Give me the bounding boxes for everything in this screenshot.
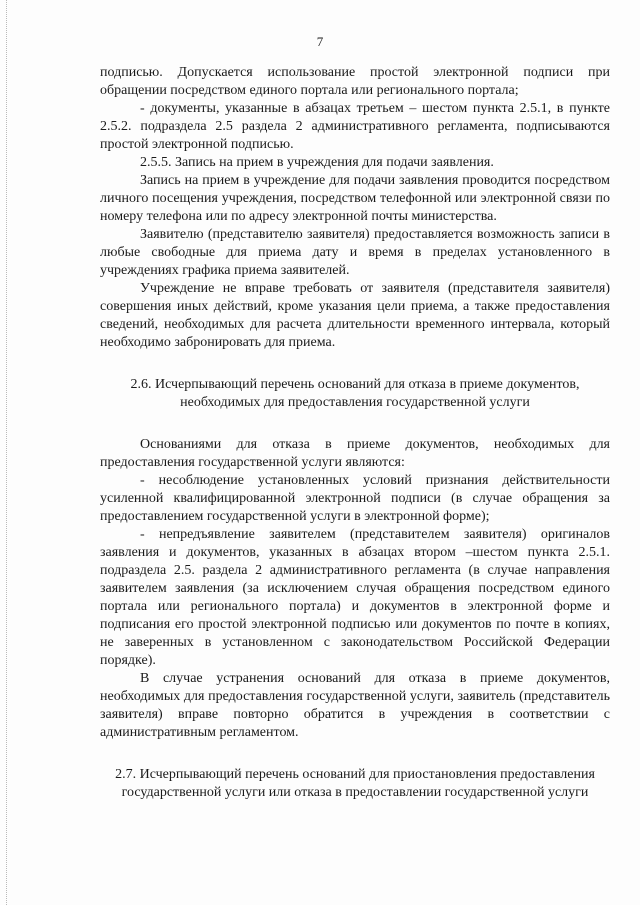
section-item-2-5-5: 2.5.5. Запись на прием в учреждения для подачи заявления. <box>140 155 494 170</box>
list-item: - документы, указанные в абзацах третьем – шестом пункта 2.5.1, в пункте 2.5.2. подраздела 2.5 раздела 2 административного регламента, подписываются простой электронной подписью. <box>100 101 610 152</box>
paragraph: Основаниями для отказа в приеме документов, необходимых для предоставления государственной услуги являются: <box>100 437 610 470</box>
document-body <box>100 64 610 802</box>
section-heading-2-7: 2.7. Исчерпывающий перечень оснований для приостановления предоставления государственной услуги или отказа в предоставлении государственной услуги <box>115 767 595 800</box>
paragraph: Учреждение не вправе требовать от заявителя (представителя заявителя) совершения иных действий, кроме указания цели приема, а также предоставления сведений, необходимых для расчета длительности временного интервала, который необходимо забронировать для приема. <box>100 281 610 350</box>
paragraph: подписью. Допускается использование простой электронной подписи при обращении посредством единого портала или регионального портала; <box>100 65 610 98</box>
list-item: - непредъявление заявителем (представителем заявителя) оригиналов заявления и документов, указанных в абзацах втором –шестом пункта 2.5.1. подраздела 2.5. раздела 2 административного регламента (в случае направления заявителем заявления (за исключением случая обращения посредством единого портала или регионального портала) и документов в электронной форме и подписания его простой электронной подписью или документов по почте в копиях, не заверенных в установленном с законодательством Российской Федерации порядке). <box>100 527 610 668</box>
page-number: 7 <box>316 34 324 49</box>
paragraph: В случае устранения оснований для отказа в приеме документов, необходимых для предоставления государственной услуги, заявитель (представитель заявителя) вправе повторно обратится в учреждения в соответствии с административным регламентом. <box>100 671 610 740</box>
paragraph: Запись на прием в учреждение для подачи заявления проводится посредством личного посещения учреждения, посредством телефонной или электронной связи по номеру телефона или по адресу электронной почты министерства. <box>100 173 610 224</box>
scan-edge-line <box>6 0 7 905</box>
list-item: - несоблюдение установленных условий признания действительности усиленной квалифицированной электронной подписи (в случае обращения за предоставлением государственной услуги в электронной форме); <box>100 473 610 524</box>
paragraph: Заявителю (представителю заявителя) предоставляется возможность записи в любые свободные для приема дату и время в пределах установленного в учреждениях графика приема заявителей. <box>100 227 610 278</box>
section-heading-2-6: 2.6. Исчерпывающий перечень оснований для отказа в приеме документов, необходимых для предоставления государственной услуги <box>130 377 580 410</box>
